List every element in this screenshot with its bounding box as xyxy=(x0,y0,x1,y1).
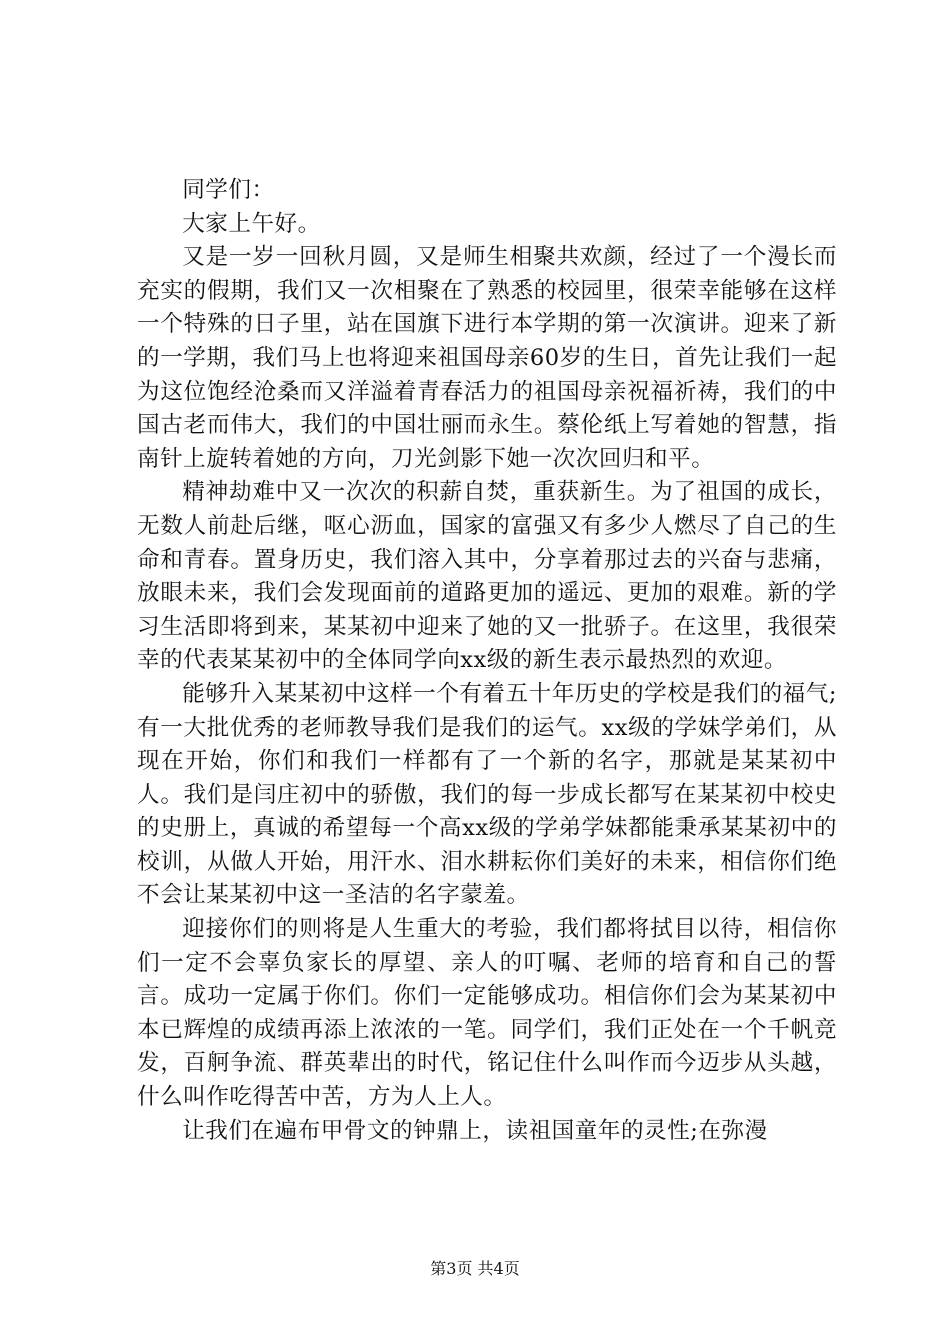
paragraph-2: 精神劫难中又一次次的积薪自焚，重获新生。为了祖国的成长，无数人前赴后继，呕心沥血，国家的富强又有多少人燃尽了自己的生命和青春。置身历史，我们溶入其中，分享着那过去的兴奋与悲痛，放眼未来，我们会发现面前的道路更加的遥远、更加的艰难。新的学习生活即将到来，某某初中迎来了她的又一批骄子。在这里，我很荣幸的代表某某初中的全体同学向xx级的新生表示最热烈的欢迎。 xyxy=(137,479,837,674)
body-text xyxy=(137,174,837,1148)
paragraph-salutation: 同学们： xyxy=(182,177,275,203)
paragraph-5: 让我们在遍布甲骨文的钟鼎上，读祖国童年的灵性;在弥漫 xyxy=(182,1117,768,1144)
page-footer xyxy=(0,1259,950,1279)
paragraph-greeting: 大家上午好。 xyxy=(182,210,321,237)
paragraph-3: 能够升入某某初中这样一个有着五十年历史的学校是我们的福气;有一大批优秀的老师教导我们是我们的运气。xx级的学妹学弟们，从现在开始，你们和我们一样都有了一个新的名字，那就是某某初中人。我们是闫庄初中的骄傲，我们的每一步成长都写在某某初中校史的史册上，真诚的希望每一个高xx级的学弟学妹都能秉承某某初中的校训，从做人开始，用汗水、泪水耕耘你们美好的未来，相信你们绝不会让某某初中这一圣洁的名字蒙羞。 xyxy=(137,680,837,909)
page-number: 第3页 共4页 xyxy=(430,1259,520,1278)
paragraph-1: 又是一岁一回秋月圆，又是师生相聚共欢颜，经过了一个漫长而充实的假期，我们又一次相聚在了熟悉的校园里，很荣幸能够在这样一个特殊的日子里，站在国旗下进行本学期的第一次演讲。迎来了新的一学期，我们马上也将迎来祖国母亲60岁的生日，首先让我们一起为这位饱经沧桑而又洋溢着青春活力的祖国母亲祝福祈祷，我们的中国古老而伟大，我们的中国壮丽而永生。蔡伦纸上写着她的智慧，指南针上旋转着她的方向，刀光剑影下她一次次回归和平。 xyxy=(137,244,837,472)
paragraph-4: 迎接你们的则将是人生重大的考验，我们都将拭目以待，相信你们一定不会辜负家长的厚望、亲人的叮嘱、老师的培育和自己的誓言。成功一定属于你们。你们一定能够成功。相信你们会为某某初中本已辉煌的成绩再添上浓浓的一笔。同学们，我们正处在一个千帆竞发，百舸争流、群英辈出的时代，铭记住什么叫作而今迈步从头越，什么叫作吃得苦中苦，方为人上人。 xyxy=(137,916,837,1111)
